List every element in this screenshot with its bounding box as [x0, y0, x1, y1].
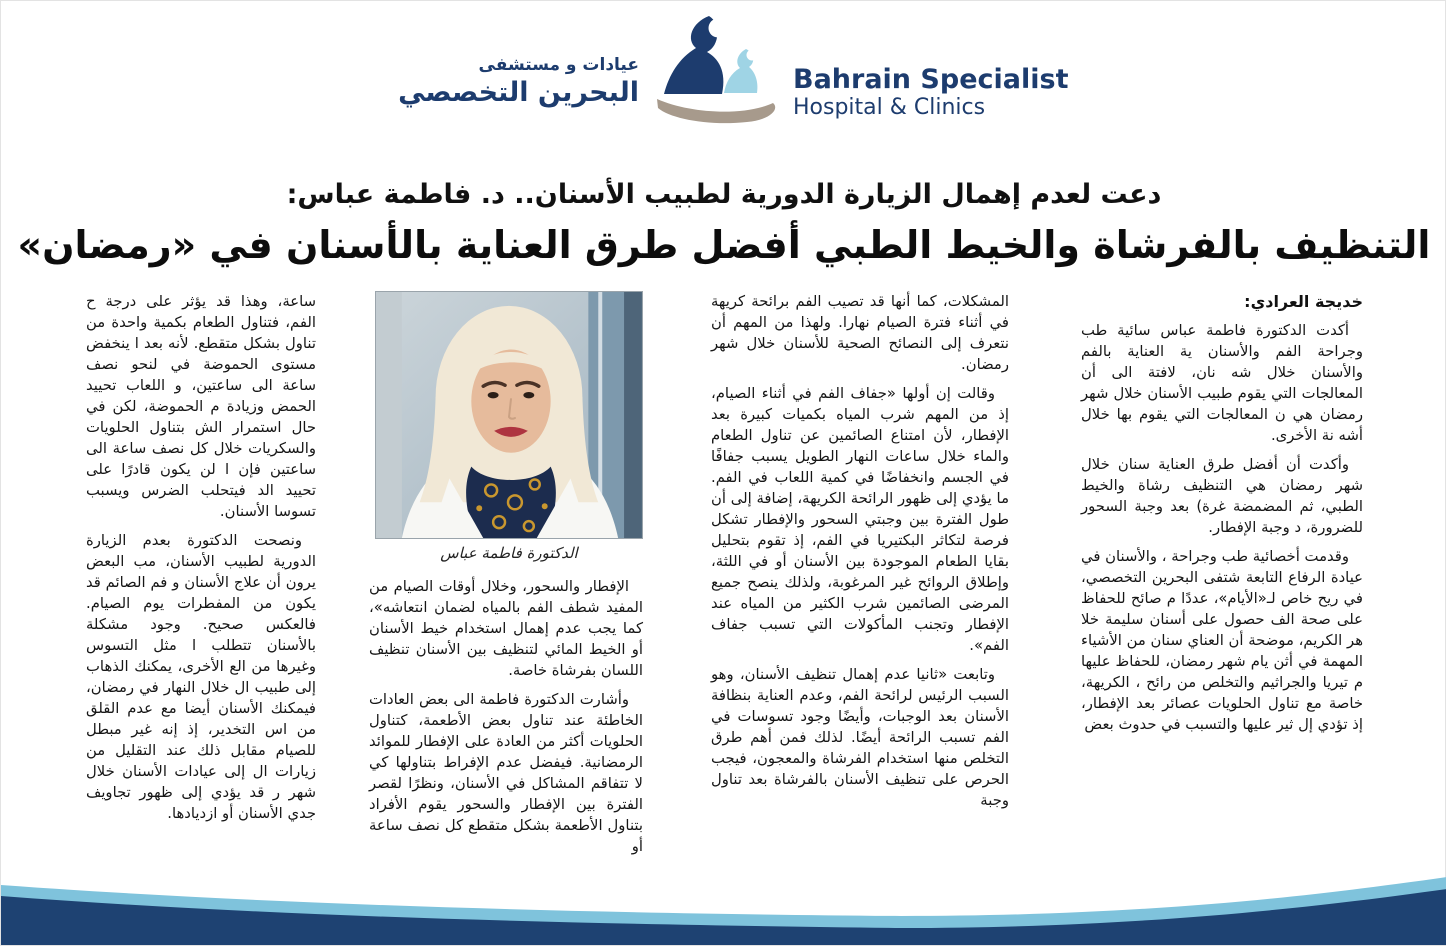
article-title: التنظيف بالفرشاة والخيط الطبي أفضل طرق العناية بالأسنان في «رمضان»: [17, 223, 1431, 267]
paragraph: وأشارت الدكتورة فاطمة الى بعض العادات الخاطئة عند تناول بعض الأطعمة، كتناول الحلويات أكثر من العادة على الإفطار للموائد الرمضانية. فيفضل عدم الإفراط بتناولها كي لا تتفاقم المشاكل في الأسنان، ونظرًا لقصر الفترة بين الإفطار والسحور يقوم الأفراد بتناول الأطعمة بشكل متقطع كل نصف ساعة أو: [369, 691, 643, 855]
article-column-left: [86, 291, 316, 832]
article-column-right: [1081, 291, 1363, 743]
paragraph: أكدت الدكتورة فاطمة عباس سائية طب وجراحة الفم والأسنان ية العناية بالفم والأسنان خلال شه نان، لافتة الى أن المعالجات التي يقوم طبيب الأسنان خلال شهر رمضان هي ن المعالجات التي يقوم بها خلال أشه نة الأخرى.: [1081, 322, 1363, 444]
logo-english-line1: Bahrain Specialist: [793, 64, 1069, 95]
paragraph: ونصحت الدكتورة بعدم الزيارة الدورية لطبيب الأسنان، مب البعض يرون أن علاج الأسنان و فم الصائم قد يكون من المفطرات يوم الصيام. فالعكس صحيح. وجود مشكلة بالأسنان تتطلب ا مثل التسوس وغيرها من الع الأخرى، يمكنك الذهاب إلى طبيب ال خلال النهار في رمضان، فيمكنك الأسنان أيضا مع عدم القلق من اس التخدير، إذ إنه غير مبطل للصيام مقابل ذلك عند التقليل من زيارات ال إلى عيادات الأسنان خلال شهر ر قد يؤدي إلى ظهور تجاويف جدي الأسنان أو ازديادها.: [86, 532, 316, 822]
paragraph: ساعة، وهذا قد يؤثر على درجة ح الفم، فتناول الطعام بكمية واحدة من تناول بشكل متقطع. لأنه بعد ا ينخفض مستوى الحموضة في لنحو نصف ساعة الى ساعتين، و اللعاب تحييد الحمض وزيادة م الحموضة، لكن في حال استمرار الش بتناول الحلويات والسكريات خلال كل نصف ساعة الى ساعتين فإن ا لن يكون قادرًا على تحييد الد فيتحلب الضرس ويسبب تسوسا الأسنان.: [86, 293, 316, 520]
logo-english-line2: Hospital & Clinics: [793, 95, 986, 120]
footer-wave-decoration: [1, 839, 1446, 945]
paragraph: المشكلات، كما أنها قد تصيب الفم برائحة كريهة في أثناء فترة الصيام نهارا. ولهذا من المهم أن نتعرف إلى النصائح الصحية للأسنان خلال شهر رمضان.: [711, 293, 1009, 373]
paragraph: وقدمت أخصائية طب وجراحة ، والأسنان في عيادة الرفاع التابعة شتفى البحرين التخصصي، في ريح خاص لـ«الأيام»، عددًا م صائح للحفاظ على صحة الف حصول على أسنان سليمة خلا هر الكريم، موضحة أن العناي سنان من الأشياء المهمة في أثن يام شهر رمضان، للحفاظ عليها م تيريا والجراثيم والتخلص من رائح ، الكريهة، خاصة مع تناول الحلويات عصائر بعد الإفطار، إذ تؤدي إل ثير عليها والتسبب في حدوث بعض: [1081, 548, 1363, 733]
logo-arabic-line2: البحرين التخصصي: [398, 77, 639, 108]
paragraph: الإفطار والسحور، وخلال أوقات الصيام من المفيد شطف الفم بالمياه لضمان انتعاشه»، كما يجب عدم إهمال استخدام خيط الأسنان أو الخيط المائي لتنظيف بين الأسنان تنظيف اللسان بفرشاة خاصة.: [369, 578, 643, 679]
article-column-photo: [369, 291, 643, 865]
headline-kicker: دعت لعدم إهمال الزيارة الدورية لطبيب الأسنان.. د. فاطمة عباس:: [286, 179, 1162, 210]
paragraph: وتابعت «ثانيا عدم إهمال تنظيف الأسنان، وهو السبب الرئيس لرائحة الفم، وعدم العناية بنظافة الأسنان بعد الوجبات، وأيضًا وجود تسوسات في الفم تسبب الرائحة أيضًا. لذلك فمن أهم طرق التخلص منها استخدام الفرشاة والمعجون، فيجب الحرص على تنظيف الأسنان بالفرشاة بعد تناول وجبة: [711, 666, 1009, 809]
logo-arabic-name: [398, 55, 639, 108]
article-column-center-right: [711, 291, 1009, 819]
paragraph: وأكدت أن أفضل طرق العناية سنان خلال شهر رمضان هي التنظيف رشاة والخيط الطبي، ثم المضمضة غرة) بعد وجبة السحور للضرورة، د وجبة الإفطار.: [1081, 456, 1363, 536]
paragraph: وقالت إن أولها «جفاف الفم في أثناء الصيام، إذ من المهم شرب المياه بكميات كبيرة بعد الإفطار، لأن امتناع الصائمين عن تناول الطعام والماء خلال ساعات النهار الطويل يسبب جفافًا في الجسم وانخفاضًا في كمية اللعاب في الفم. ما يؤدي إلى ظهور الرائحة الكريهة، إضافة إلى أن طول الفترة بين وجبتي السحور والإفطار تشكل فرصة لتكاثر البكتيريا في الفم، إذ تقوم بتحليل بقايا الطعام الموجودة بين الأسنان أو في اللثة، وإطلاق الروائح غير المرغوبة، ولذلك ينصح جميع المرضى الصائمين شرب الكثير من المياه عند الإفطار وتجنب المأكولات التي تسبب جفاف الفم».: [711, 385, 1009, 654]
logo-english-name: [793, 65, 1068, 121]
logo-arabic-line1: عيادات و مستشفى: [478, 55, 639, 75]
doctor-photo: [375, 291, 643, 539]
photo-caption: الدكتورة فاطمة عباس: [440, 544, 578, 562]
hospital-logo-icon: [649, 13, 781, 131]
article-byline: خديجة العرادي:: [1244, 292, 1363, 311]
